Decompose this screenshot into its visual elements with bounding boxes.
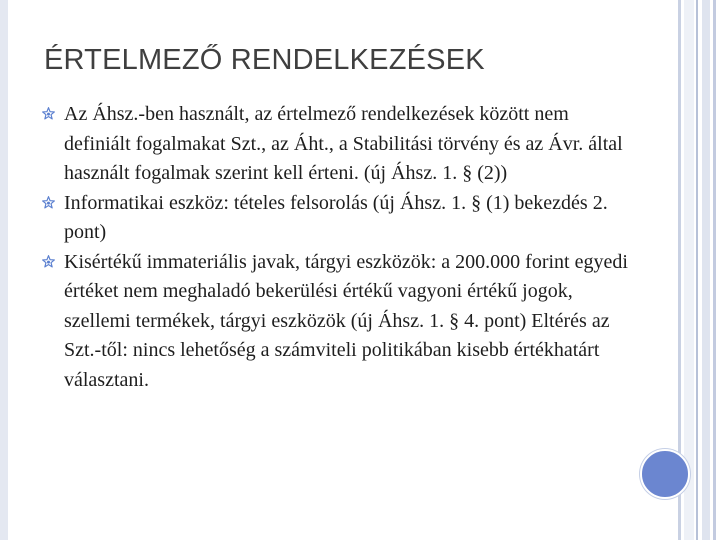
list-item	[42, 248, 642, 396]
star-bullet-icon	[42, 107, 55, 120]
slide-title: ÉRTELMEZŐ RENDELKEZÉSEK	[44, 44, 485, 76]
bullet-list	[42, 100, 642, 395]
star-bullet-icon	[42, 196, 55, 209]
decorative-circle	[640, 449, 690, 499]
left-decorative-bar	[0, 0, 8, 540]
bullet-text: Kisértékű immateriális javak, tárgyi eszközök: a 200.000 forint egyedi értéket nem meghaladó bekerülési értékű vagyoni értékű jogok, szellemi termékek, tárgyi eszközök (új Áhsz. 1. § 4. pont) Eltérés az Szt.-től: nincs lehetőség a számviteli politikában kisebb értékhatárt választani.	[64, 250, 628, 391]
list-item	[42, 189, 642, 248]
star-bullet-icon	[42, 255, 55, 268]
list-item	[42, 100, 642, 189]
decorative-stripe	[696, 0, 698, 540]
decorative-stripe	[713, 0, 716, 540]
decorative-stripe	[702, 0, 710, 540]
bullet-text: Informatikai eszköz: tételes felsorolás (új Áhsz. 1. § (1) bekezdés 2. pont)	[64, 191, 608, 243]
bullet-text: Az Áhsz.-ben használt, az értelmező rendelkezések között nem definiált fogalmakat Szt., az Áht., a Stabilitási törvény és az Ávr. által használt fogalmak szerint kell érteni. (új Áhsz. 1. § (2))	[64, 103, 623, 184]
